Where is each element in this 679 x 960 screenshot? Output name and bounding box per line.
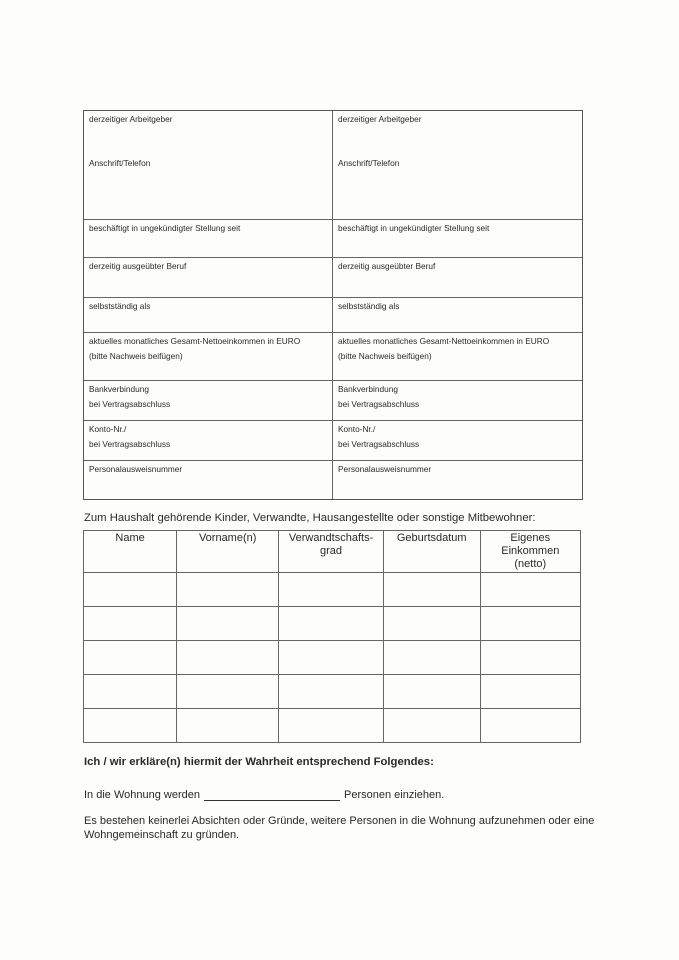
- applicant-2-field[interactable]: [333, 298, 582, 332]
- persons-line-suffix: Personen einziehen.: [344, 789, 445, 801]
- applicant-1-field[interactable]: [84, 111, 333, 219]
- household-members-table: [83, 530, 581, 743]
- applicant-row: [84, 111, 582, 219]
- table-row: [84, 573, 581, 607]
- table-cell[interactable]: [177, 709, 279, 743]
- applicant-row: [84, 257, 582, 297]
- table-cell[interactable]: [279, 709, 384, 743]
- table-cell[interactable]: [177, 573, 279, 607]
- column-header: Vorname(n): [177, 531, 279, 573]
- applicant-1-field[interactable]: [84, 421, 333, 460]
- field-sublabel: bei Vertragsabschluss: [338, 439, 420, 449]
- table-cell[interactable]: [84, 607, 177, 641]
- field-sublabel: (bitte Nachweis beifügen): [89, 351, 183, 361]
- table-cell[interactable]: [177, 675, 279, 709]
- table-cell[interactable]: [480, 709, 580, 743]
- field-label: Bankverbindung: [89, 384, 149, 394]
- applicant-row: [84, 219, 582, 257]
- table-cell[interactable]: [84, 675, 177, 709]
- table-cell[interactable]: [279, 675, 384, 709]
- applicant-1-field[interactable]: [84, 381, 333, 420]
- declaration-heading: Ich / wir erkläre(n) hiermit der Wahrheit entsprechend Folgendes:: [84, 756, 434, 768]
- household-caption: Zum Haushalt gehörende Kinder, Verwandte, Hausangestellte oder sonstige Mitbewohner:: [84, 512, 536, 524]
- table-cell[interactable]: [480, 675, 580, 709]
- table-cell[interactable]: [383, 675, 480, 709]
- field-label: derzeitig ausgeübter Beruf: [338, 261, 436, 271]
- table-cell[interactable]: [383, 641, 480, 675]
- field-label: derzeitiger Arbeitgeber: [89, 114, 173, 124]
- field-sublabel: bei Vertragsabschluss: [89, 399, 171, 409]
- applicant-2-field[interactable]: [333, 461, 582, 499]
- table-cell[interactable]: [383, 573, 480, 607]
- applicant-1-field[interactable]: [84, 461, 333, 499]
- field-sublabel: Anschrift/Telefon: [338, 158, 400, 168]
- table-row: [84, 709, 581, 743]
- column-header: Eigenes Einkommen (netto): [480, 531, 580, 573]
- field-sublabel: bei Vertragsabschluss: [89, 439, 171, 449]
- table-cell[interactable]: [177, 641, 279, 675]
- field-label: aktuelles monatliches Gesamt-Nettoeinkommen in EURO: [89, 336, 301, 346]
- table-cell[interactable]: [383, 709, 480, 743]
- field-label: Personalausweisnummer: [338, 464, 432, 474]
- table-cell[interactable]: [279, 607, 384, 641]
- applicant-2-field[interactable]: [333, 111, 582, 219]
- applicant-1-field[interactable]: [84, 258, 333, 297]
- table-cell[interactable]: [480, 573, 580, 607]
- table-cell[interactable]: [383, 607, 480, 641]
- field-label: derzeitig ausgeübter Beruf: [89, 261, 187, 271]
- table-cell[interactable]: [84, 641, 177, 675]
- field-label: beschäftigt in ungekündigter Stellung seit: [89, 223, 241, 233]
- applicant-row: [84, 460, 582, 499]
- field-sublabel: bei Vertragsabschluss: [338, 399, 420, 409]
- column-header: Geburtsdatum: [383, 531, 480, 573]
- table-row: [84, 607, 581, 641]
- field-label: Bankverbindung: [338, 384, 398, 394]
- persons-line-prefix: In die Wohnung werden: [84, 789, 200, 801]
- field-label: selbstständig als: [89, 301, 151, 311]
- applicant-1-field[interactable]: [84, 333, 333, 380]
- column-header: Verwandtschafts- grad: [279, 531, 384, 573]
- applicant-2-field[interactable]: [333, 333, 582, 380]
- applicant-2-field[interactable]: [333, 421, 582, 460]
- table-cell[interactable]: [480, 641, 580, 675]
- applicant-2-field[interactable]: [333, 220, 582, 257]
- field-label: aktuelles monatliches Gesamt-Nettoeinkommen in EURO: [338, 336, 550, 346]
- table-cell[interactable]: [177, 607, 279, 641]
- column-header: Name: [84, 531, 177, 573]
- applicant-2-field[interactable]: [333, 381, 582, 420]
- table-cell[interactable]: [84, 709, 177, 743]
- applicant-2-field[interactable]: [333, 258, 582, 297]
- persons-moving-in-line: [84, 789, 444, 801]
- field-label: derzeitiger Arbeitgeber: [338, 114, 422, 124]
- applicant-row: [84, 420, 582, 460]
- table-row: [84, 675, 581, 709]
- applicant-1-field[interactable]: [84, 220, 333, 257]
- declaration-paragraph: Es bestehen keinerlei Absichten oder Gründe, weitere Personen in die Wohnung aufzunehmen oder eine Wohngemeinschaft zu gründen.: [84, 815, 595, 841]
- field-label: Konto-Nr./: [89, 424, 127, 434]
- applicant-row: [84, 297, 582, 332]
- persons-count-field[interactable]: [204, 789, 340, 801]
- applicant-row: [84, 380, 582, 420]
- applicant-1-field[interactable]: [84, 298, 333, 332]
- applicant-row: [84, 332, 582, 380]
- table-cell[interactable]: [84, 573, 177, 607]
- field-label: Konto-Nr./: [338, 424, 376, 434]
- applicant-details-table: [83, 110, 583, 500]
- table-cell[interactable]: [480, 607, 580, 641]
- field-sublabel: (bitte Nachweis beifügen): [338, 351, 432, 361]
- table-cell[interactable]: [279, 573, 384, 607]
- field-sublabel: Anschrift/Telefon: [89, 158, 151, 168]
- field-label: selbstständig als: [338, 301, 400, 311]
- table-row: [84, 641, 581, 675]
- field-label: Personalausweisnummer: [89, 464, 183, 474]
- table-cell[interactable]: [279, 641, 384, 675]
- field-label: beschäftigt in ungekündigter Stellung seit: [338, 223, 490, 233]
